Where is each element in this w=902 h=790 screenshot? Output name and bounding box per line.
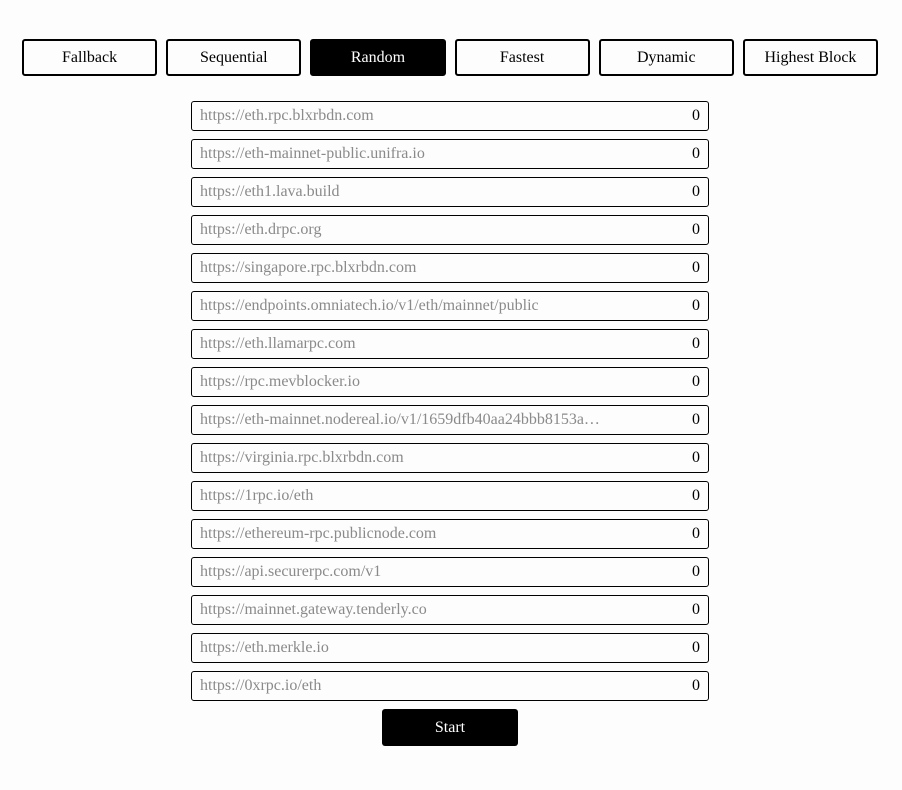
rpc-url: https://ethereum-rpc.publicnode.com — [200, 525, 437, 542]
rpc-request-count: 0 — [692, 449, 700, 466]
rpc-url: https://endpoints.omniatech.io/v1/eth/mainnet/public — [200, 297, 539, 314]
rpc-row — [191, 557, 709, 587]
rpc-row — [191, 671, 709, 701]
rpc-url: https://singapore.rpc.blxrbdn.com — [200, 259, 417, 276]
rpc-url: https://eth-mainnet-public.unifra.io — [200, 145, 425, 162]
rpc-url: https://eth-mainnet.nodereal.io/v1/1659dfb40aa24bbb8153a… — [200, 411, 600, 428]
start-button[interactable]: Start — [382, 709, 518, 746]
strategy-selector — [22, 39, 878, 76]
rpc-request-count: 0 — [692, 525, 700, 542]
rpc-row — [191, 633, 709, 663]
rpc-row — [191, 215, 709, 245]
rpc-request-count: 0 — [692, 411, 700, 428]
rpc-request-count: 0 — [692, 259, 700, 276]
rpc-row — [191, 481, 709, 511]
rpc-row — [191, 443, 709, 473]
rpc-request-count: 0 — [692, 677, 700, 694]
rpc-url: https://eth.llamarpc.com — [200, 335, 356, 352]
rpc-url: https://eth.rpc.blxrbdn.com — [200, 107, 374, 124]
rpc-row — [191, 139, 709, 169]
rpc-url: https://eth1.lava.build — [200, 183, 340, 200]
rpc-request-count: 0 — [692, 563, 700, 580]
rpc-request-count: 0 — [692, 601, 700, 618]
strategy-dynamic-button[interactable]: Dynamic — [599, 39, 734, 76]
rpc-row — [191, 101, 709, 131]
rpc-row — [191, 253, 709, 283]
strategy-fastest-button[interactable]: Fastest — [455, 39, 590, 76]
rpc-request-count: 0 — [692, 639, 700, 656]
rpc-url: https://virginia.rpc.blxrbdn.com — [200, 449, 404, 466]
rpc-request-count: 0 — [692, 183, 700, 200]
rpc-row — [191, 519, 709, 549]
rpc-row — [191, 177, 709, 207]
strategy-fallback-button[interactable]: Fallback — [22, 39, 157, 76]
rpc-row — [191, 595, 709, 625]
rpc-request-count: 0 — [692, 107, 700, 124]
rpc-url: https://api.securerpc.com/v1 — [200, 563, 382, 580]
rpc-request-count: 0 — [692, 297, 700, 314]
strategy-highest-block-button[interactable]: Highest Block — [743, 39, 878, 76]
rpc-row — [191, 291, 709, 321]
rpc-request-count: 0 — [692, 373, 700, 390]
rpc-request-count: 0 — [692, 487, 700, 504]
strategy-sequential-button[interactable]: Sequential — [166, 39, 301, 76]
rpc-row — [191, 329, 709, 359]
strategy-random-button[interactable]: Random — [310, 39, 445, 76]
rpc-row — [191, 405, 709, 435]
rpc-url: https://eth.merkle.io — [200, 639, 329, 656]
rpc-url: https://mainnet.gateway.tenderly.co — [200, 601, 427, 618]
rpc-url: https://1rpc.io/eth — [200, 487, 314, 504]
rpc-row — [191, 367, 709, 397]
rpc-list — [191, 101, 709, 709]
rpc-url: https://eth.drpc.org — [200, 221, 322, 238]
rpc-url: https://0xrpc.io/eth — [200, 677, 322, 694]
rpc-request-count: 0 — [692, 221, 700, 238]
rpc-request-count: 0 — [692, 335, 700, 352]
rpc-url: https://rpc.mevblocker.io — [200, 373, 360, 390]
rpc-request-count: 0 — [692, 145, 700, 162]
